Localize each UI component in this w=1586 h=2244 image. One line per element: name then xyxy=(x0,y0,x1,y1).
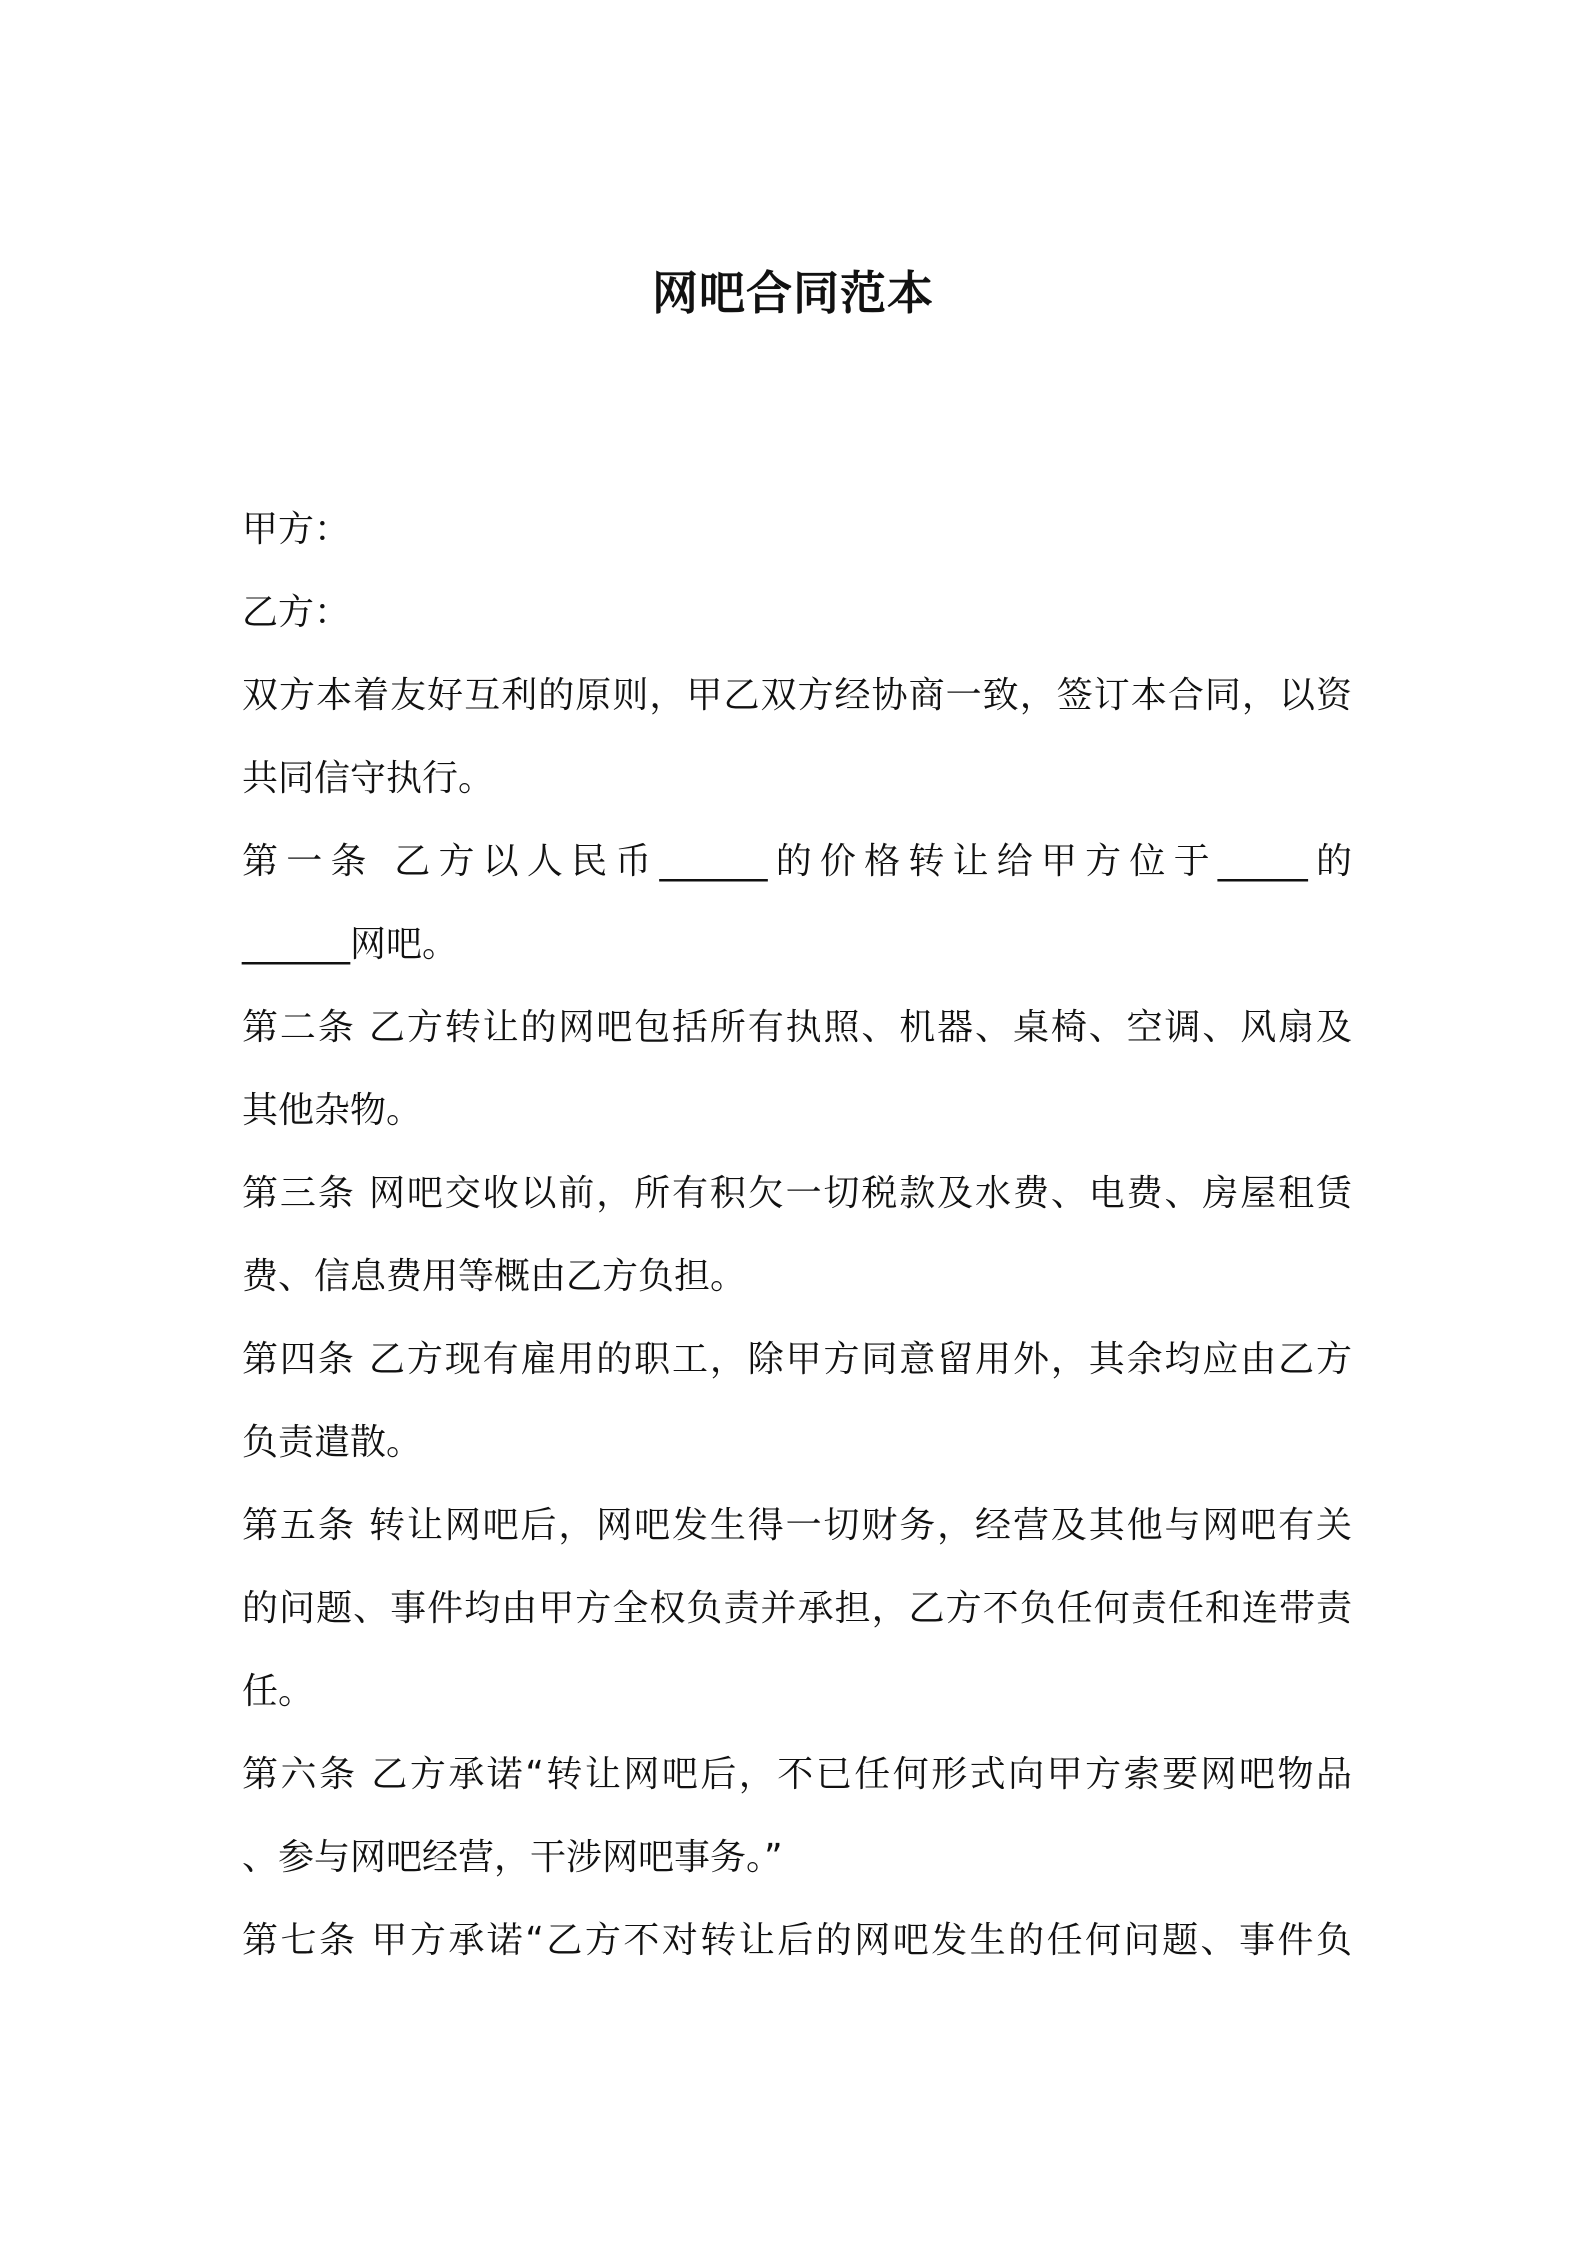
contract-body xyxy=(242,488,1352,1982)
article-1-line-2: ______网吧。 xyxy=(242,924,459,965)
article-5-line-2: 的问题、事件均由甲方全权负责并承担，乙方不负任何责任和连带责 xyxy=(242,1588,1352,1629)
party-b-line: 乙方： xyxy=(242,592,351,633)
article-6-line-2: 、参与网吧经营，干涉网吧事务。” xyxy=(242,1837,783,1878)
preamble-line-1: 双方本着友好互利的原则，甲乙双方经协商一致，签订本合同，以资 xyxy=(242,675,1352,716)
article-6-line-1: 第六条 乙方承诺“转让网吧后，不已任何形式向甲方索要网吧物品 xyxy=(242,1754,1352,1795)
article-4-line-2: 负责遣散。 xyxy=(242,1422,423,1463)
article-1-line-1: 第一条 乙方以人民币______的价格转让给甲方位于_____的 xyxy=(242,841,1352,882)
article-2-line-2: 其他杂物。 xyxy=(242,1090,423,1131)
article-4-line-1: 第四条 乙方现有雇用的职工，除甲方同意留用外，其余均应由乙方 xyxy=(242,1339,1352,1380)
article-2-line-1: 第二条 乙方转让的网吧包括所有执照、机器、桌椅、空调、风扇及 xyxy=(242,1007,1352,1048)
preamble-line-2: 共同信守执行。 xyxy=(242,758,495,799)
party-a-line: 甲方： xyxy=(242,509,351,550)
article-5-line-1: 第五条 转让网吧后，网吧发生得一切财务，经营及其他与网吧有关 xyxy=(242,1505,1352,1546)
article-3-line-2: 费、信息费用等概由乙方负担。 xyxy=(242,1256,747,1297)
document-title: 网吧合同范本 xyxy=(652,266,934,320)
article-3-line-1: 第三条 网吧交收以前，所有积欠一切税款及水费、电费、房屋租赁 xyxy=(242,1173,1352,1214)
article-7-line-1: 第七条 甲方承诺“乙方不对转让后的网吧发生的任何问题、事件负 xyxy=(242,1920,1352,1961)
article-5-line-3: 任。 xyxy=(242,1671,315,1712)
